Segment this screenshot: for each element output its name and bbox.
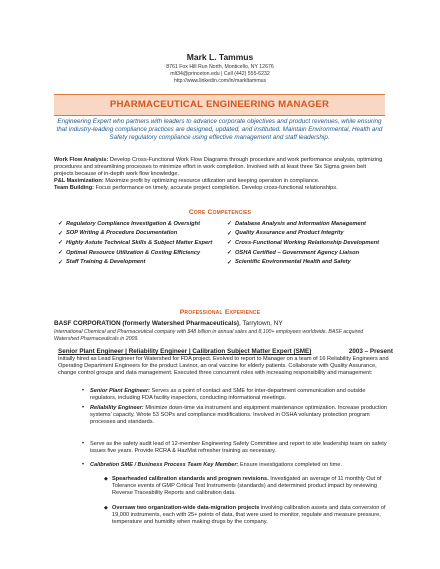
professional-experience-heading: Professional Experience [179,309,261,316]
summary-paragraph: Engineering Expert who partners with leaders to advance corporate objectives and product revenues, while ensuring that industry-leading compliance practices are designed, updated, and instituted. Maintain Environmental, Health and Safety regulatory compliance using effective management and staff leadership. [56,118,383,142]
competency-label: Regulatory Compliance Investigation & Oversight [66,220,200,227]
competency-item [58,229,228,239]
checkmark-icon: ✓ [58,250,64,257]
checkmark-icon: ✓ [227,230,233,237]
bullet-icon: • [82,388,85,394]
highlight-label: Team Building: [54,185,94,191]
diamond-bullet-icon: ◆ [104,476,108,482]
competency-label: SOP Writing & Procedure Documentation [66,230,178,237]
company-location: , Tarrytown, NY [239,320,283,327]
role-sub-bullet [112,476,392,497]
checkmark-icon: ✓ [58,221,64,228]
company-name: BASF CORPORATION (formerly Watershed Pharmaceuticals) [54,320,240,327]
checkmark-icon: ✓ [227,259,233,266]
bullet-text: Serves as a point of contact and SME for inter-department communication and outside regulators, including FDA facility inspectors, conducting informational meetings. [90,388,366,402]
competency-label: Database Analysis and Information Management [235,220,366,227]
company-line [54,320,283,327]
bullet-text: Minimize down-time via instrument and equipment maintenance optimization. Increase production systems’ capacity. Wrote 53 SOPs and compliance modifications. Involved in OSHA voluntary protection program processes and standards. [90,405,387,426]
checkmark-icon: ✓ [227,221,233,228]
competency-label: Staff Training & Development [66,259,146,266]
address-line: 8761 Fox Hill Run North, Monticello, NY 12676 [166,64,274,70]
competency-item [58,219,228,229]
highlight-item [54,178,385,185]
checkmark-icon: ✓ [58,259,64,266]
highlight-label: P&L Maximization: [54,178,104,184]
role-bullet [90,405,392,426]
highlight-item [54,157,385,178]
competency-item [227,238,397,248]
core-competencies-heading: Core Competencies [188,209,252,216]
role-title: Senior Plant Engineer | Reliability Engineer | Calibration Subject Matter Expert (SME) [58,348,312,355]
candidate-name: Mark L. Tammus [186,52,254,62]
competencies-left-column [58,219,228,267]
checkmark-icon: ✓ [58,230,64,237]
competency-item [227,248,397,258]
role-bullet [90,388,392,402]
sub-bullet-label: Oversaw two organization-wide data-migration projects [112,505,260,511]
role-intro: Initially hired as Lead Engineer for Watershed for FDA project. Evolved to report to Manager on a team of 16 Reliability Engineers and Operating Department Engineers for the product Lavinor, an oral vaccine for elderly patients. Collaborate with Quality Assurance, change control groups and data management. Executed three concurrent roles with increasing responsibility and management: [58,356,389,377]
competency-item [227,219,397,229]
checkmark-icon: ✓ [227,250,233,257]
role-bullet [90,462,392,469]
sub-bullet-label: Spearheaded calibration standards and program revisions. [112,476,269,482]
bullet-text: Ensure investigations completed on time. [238,462,342,468]
linkedin-link[interactable]: http://www.linkedin.com/in/markltammus [173,78,267,84]
bullet-icon: • [82,441,85,447]
role-dates: 2003 – Present [348,348,393,355]
competency-item [58,238,228,248]
competency-item [58,248,228,258]
competency-label: Cross-Functional Working Relationship Development [235,239,379,246]
competency-item [227,229,397,239]
competency-label: Highly Astute Technical Skills & Subject Matter Expert [66,239,213,246]
highlight-label: Work Flow Analysis: [54,157,109,163]
bullet-icon: • [82,462,85,468]
title-banner [54,94,385,116]
bullet-label: Senior Plant Engineer: [90,388,150,394]
sub-bullet-text: Investigated an average of 11 monthly Out of Tolerance events of GMP Critical Test Instruments (standards) and determined product impact by reviewing Reverse Traceability Reports and calibration data. [112,476,382,497]
competency-label: Scientific Environmental Health and Safety [235,259,351,266]
role-header [58,348,393,355]
bullet-label: Calibration SME / Business Process Team Key Member: [90,462,239,468]
bullet-label: Reliability Engineer: [90,405,144,411]
company-description: International Chemical and Pharmaceutical company with $48 billion in annual sales and 8,100+ employees worldwide. BASF acquired Watershed Pharmaceuticals in 2009. [54,329,364,342]
bullet-icon: • [82,405,85,411]
competency-item [227,257,397,267]
competency-item [58,257,228,267]
highlight-item [54,185,385,192]
checkmark-icon: ✓ [227,240,233,247]
bullet-text: Serve as the safety audit lead of 12-member Engineering Safety Committee and report to site leadership team on safety issues five years. Provide RCRA & HazMat refresher training as necessary. [90,441,387,455]
competency-label: OSHA Certified – Government Agency Liaison [235,249,360,256]
highlight-text: Focus performance on timely, accurate project completion. Develop cross-functional relationships. [93,185,338,191]
sub-bullet-text: involving calibration assets and data conversion of 19,000 instruments, each with 25+ points of data, that were used to monitor, regulate and measure pressure, temperature and humidity when making drugs by the company. [112,505,386,526]
diamond-bullet-icon: ◆ [104,505,108,511]
competency-label: Optimal Resource Utilization & Costing Efficiency [66,249,201,256]
highlights-block [54,157,385,192]
competencies-right-column [227,219,397,267]
role-sub-bullet [112,505,392,526]
highlight-text: Maximize profit by optimizing resource utilization and keeping operation in compliance. [103,178,320,184]
role-bullet [90,441,392,455]
contact-line: mlt34@princeton.edu | Cell (442) 555-6232 [170,71,270,77]
resume-title: PHARMACEUTICAL ENGINEERING MANAGER [109,99,330,110]
competency-label: Quality Assurance and Product Integrity [235,230,344,237]
highlight-text: Develop Cross-Functional Work Flow Diagrams through procedure and work performance analysis, optimizing procedures and streamlining processes to minimize effort in work completion. Involved with at least three Six Sigma green belt projects because of in-depth work flow knowledge. [54,157,383,177]
checkmark-icon: ✓ [58,240,64,247]
